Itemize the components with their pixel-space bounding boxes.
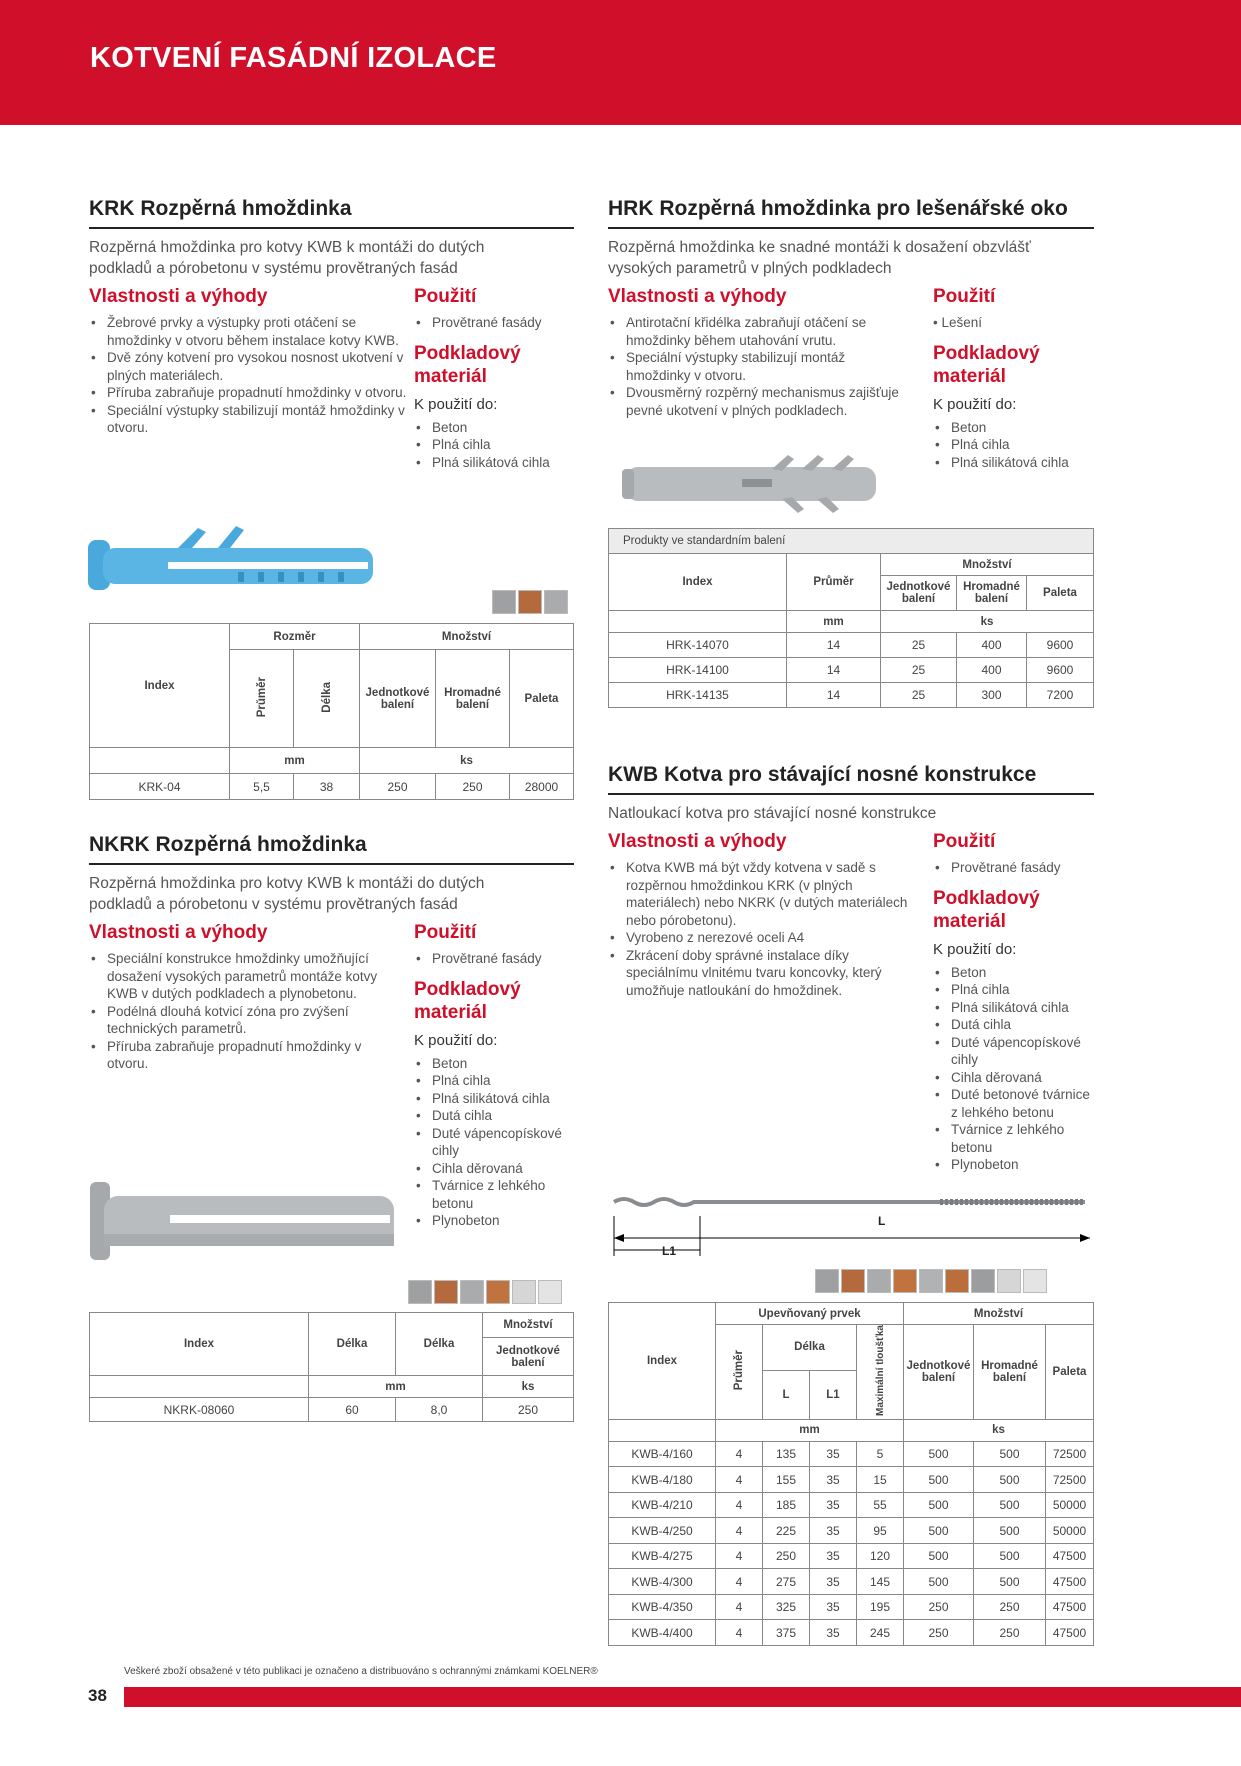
kwb-features-title: Vlastnosti a výhody: [608, 831, 787, 852]
list-item: • Beton: [933, 419, 1093, 437]
list-item: • Plná silikátová cihla: [933, 454, 1093, 472]
nkrk-table: [89, 1312, 574, 1422]
table-cell: 145: [857, 1569, 904, 1595]
list-item: • Dvě zóny kotvení pro vysokou nosnost ukotvení v plných materiálech.: [89, 349, 409, 384]
table-cell: 35: [810, 1569, 857, 1595]
table-cell: KWB-4/275: [609, 1543, 716, 1569]
table-row: [609, 1543, 1094, 1569]
krk-dowel-image: [88, 520, 398, 600]
table-cell: 47500: [1046, 1620, 1094, 1646]
list-item: • Duté vápencopískové cihly: [933, 1034, 1093, 1069]
table-cell: 500: [904, 1492, 974, 1518]
nkrk-materials-list: [414, 1055, 574, 1230]
list-item: • Antirotační křidélka zabraňují otáčení se hmoždinky během utahování vrutu.: [608, 314, 908, 349]
unit-label: ks: [483, 1376, 574, 1398]
table-header: Maximální tloušťka: [874, 1325, 886, 1416]
hrk-features-list: [608, 314, 908, 419]
table-cell: 500: [904, 1543, 974, 1569]
list-item: • Plná silikátová cihla: [414, 454, 574, 472]
kwb-title: KWB Kotva pro stávající nosné konstrukce: [608, 763, 1094, 795]
list-item: • Lešení: [933, 315, 983, 330]
kwb-table-body: [609, 1441, 1094, 1645]
table-cell: 375: [763, 1620, 810, 1646]
brick-swatch-icon: [841, 1269, 865, 1293]
table-cell: 500: [904, 1518, 974, 1544]
list-item: • Dutá cihla: [414, 1107, 574, 1125]
table-row: [609, 1569, 1094, 1595]
table-header: Délka: [309, 1313, 396, 1376]
krk-materials-list: [414, 419, 574, 472]
hrk-use-title: Použití: [933, 286, 996, 307]
table-cell: 4: [716, 1594, 763, 1620]
list-item: • Příruba zabraňuje propadnutí hmoždinky v otvoru.: [89, 1038, 399, 1073]
hrk-table: [608, 528, 1094, 708]
unit-label: ks: [881, 611, 1094, 633]
footer-note: Veškeré zboží obsažené v této publikaci je označeno a distribuováno s ochrannými známkami KOELNER®: [124, 1666, 598, 1677]
brick-swatch-icon: [434, 1280, 458, 1304]
table-header: Paleta: [1027, 576, 1094, 611]
krk-intro: Rozpěrná hmoždinka pro kotvy KWB k montáži do dutých podkladů a pórobetonu v systému provětraných fasád: [89, 239, 485, 277]
nkrk-for-use: K použití do:: [414, 1031, 498, 1049]
hrk-dowel-image: [622, 455, 892, 515]
list-item: • Příruba zabraňuje propadnutí hmoždinky v otvoru.: [89, 384, 409, 402]
page-title: KOTVENÍ FASÁDNÍ IZOLACE: [90, 42, 497, 74]
table-cell: 245: [857, 1620, 904, 1646]
table-cell: 35: [810, 1518, 857, 1544]
table-cell: 275: [763, 1569, 810, 1595]
table-cell: 250: [763, 1543, 810, 1569]
nkrk-section: [89, 833, 574, 1228]
table-cell: KWB-4/350: [609, 1594, 716, 1620]
table-caption: Produkty ve standardním balení: [609, 529, 1094, 554]
dim-L-label: L: [878, 1214, 886, 1228]
nkrk-material-swatches: [408, 1280, 562, 1304]
table-cell: 35: [810, 1441, 857, 1467]
table-header: Množství: [904, 1303, 1094, 1325]
krk-title: KRK Rozpěrná hmoždinka: [89, 197, 574, 229]
nkrk-use-title: Použití: [414, 922, 477, 943]
table-header: Index: [609, 554, 787, 611]
list-item: • Speciální výstupky stabilizují montáž hmoždinky v otvoru.: [608, 349, 908, 384]
hollow-block-swatch-icon: [971, 1269, 995, 1293]
nkrk-features-list: [89, 950, 399, 1073]
table-cell: 250: [974, 1594, 1046, 1620]
unit-label: mm: [230, 748, 360, 774]
hollow-brick-swatch-icon: [486, 1280, 510, 1304]
hrk-material-title: Podkladový materiál: [933, 342, 1040, 387]
table-cell: 500: [974, 1518, 1046, 1544]
list-item: • Tvárnice z lehkého betonu: [933, 1121, 1093, 1156]
table-row: NKRK-08060 60 8,0 250: [90, 1398, 574, 1422]
table-cell: KWB-4/400: [609, 1620, 716, 1646]
list-item: • Provětrané fasády: [414, 950, 574, 968]
table-cell: 155: [763, 1467, 810, 1493]
table-cell: 15: [857, 1467, 904, 1493]
table-cell: 72500: [1046, 1441, 1094, 1467]
table-cell: 120: [857, 1543, 904, 1569]
table-header: Délka: [763, 1325, 857, 1371]
table-header: Délka: [396, 1313, 483, 1376]
table-cell: 35: [810, 1467, 857, 1493]
table-header: Upevňovaný prvek: [716, 1303, 904, 1325]
table-cell: 5: [857, 1441, 904, 1467]
table-cell: 47500: [1046, 1594, 1094, 1620]
footer-bar: [124, 1687, 1241, 1707]
krk-features-title: Vlastnosti a výhody: [89, 286, 268, 307]
table-cell: 500: [904, 1441, 974, 1467]
list-item: • Cihla děrovaná: [933, 1069, 1093, 1087]
krk-features-list: [89, 314, 409, 437]
header-bar: [0, 0, 1241, 125]
kwb-material-title: Podkladový materiál: [933, 887, 1040, 932]
dim-L1-label: L1: [662, 1244, 677, 1258]
table-cell: 50000: [1046, 1518, 1094, 1544]
table-cell: KWB-4/210: [609, 1492, 716, 1518]
kwb-anchor-drawing: [610, 1190, 1094, 1260]
table-header: Množství: [881, 554, 1094, 576]
perforated-brick-swatch-icon: [945, 1269, 969, 1293]
table-header: Průměr: [787, 554, 881, 611]
table-header: Průměr: [255, 676, 268, 718]
table-cell: 225: [763, 1518, 810, 1544]
unit-label: ks: [360, 748, 574, 774]
unit-label: ks: [904, 1419, 1094, 1441]
table-row: [609, 1620, 1094, 1646]
concrete-swatch-icon: [408, 1280, 432, 1304]
list-item: • Beton: [414, 1055, 574, 1073]
list-item: • Provětrané fasády: [933, 859, 1093, 877]
table-cell: 4: [716, 1441, 763, 1467]
hrk-features-title: Vlastnosti a výhody: [608, 286, 787, 307]
table-row: [609, 1594, 1094, 1620]
krk-material-swatches: [492, 590, 568, 614]
kwb-table: [608, 1302, 1094, 1646]
nkrk-intro: Rozpěrná hmoždinka pro kotvy KWB k montáži do dutých podkladů a pórobetonu v systému provětraných fasád: [89, 875, 485, 913]
krk-section: [89, 197, 574, 485]
table-cell: 4: [716, 1569, 763, 1595]
table-header: Průměr: [733, 1350, 745, 1391]
list-item: • Duté vápencopískové cihly: [414, 1125, 574, 1160]
list-item: • Plná silikátová cihla: [414, 1090, 574, 1108]
table-header: Index: [609, 1303, 716, 1420]
table-cell: 95: [857, 1518, 904, 1544]
hrk-for-use: K použití do:: [933, 395, 1017, 413]
table-header: Rozměr: [230, 624, 360, 650]
unit-label: mm: [309, 1376, 483, 1398]
list-item: • Beton: [933, 964, 1093, 982]
table-cell: 72500: [1046, 1467, 1094, 1493]
list-item: • Speciální konstrukce hmoždinky umožňující dosažení vysokých parametrů montáže kotvy KWB v dutých podkladech a plynobetonu.: [89, 950, 399, 1003]
list-item: • Plná cihla: [933, 981, 1093, 999]
hollow-silicate-swatch-icon: [919, 1269, 943, 1293]
table-cell: 35: [810, 1620, 857, 1646]
table-header: Jednotkové balení: [360, 650, 436, 748]
table-cell: 47500: [1046, 1543, 1094, 1569]
brick-swatch-icon: [518, 590, 542, 614]
table-cell: 4: [716, 1543, 763, 1569]
table-cell: 35: [810, 1492, 857, 1518]
table-cell: 500: [904, 1569, 974, 1595]
table-cell: 500: [974, 1441, 1046, 1467]
table-cell: 4: [716, 1620, 763, 1646]
nkrk-features-title: Vlastnosti a výhody: [89, 922, 268, 943]
krk-use-title: Použití: [414, 286, 477, 307]
light-concrete-swatch-icon: [538, 1280, 562, 1304]
unit-label: mm: [787, 611, 881, 633]
hollow-brick-swatch-icon: [893, 1269, 917, 1293]
list-item: • Provětrané fasády: [414, 314, 574, 332]
list-item: • Plná silikátová cihla: [933, 999, 1093, 1017]
table-cell: 500: [974, 1492, 1046, 1518]
table-cell: KWB-4/160: [609, 1441, 716, 1467]
table-cell: KWB-4/250: [609, 1518, 716, 1544]
unit-label: mm: [716, 1419, 904, 1441]
table-cell: 47500: [1046, 1569, 1094, 1595]
table-row: [609, 1518, 1094, 1544]
table-cell: 185: [763, 1492, 810, 1518]
table-cell: 4: [716, 1467, 763, 1493]
list-item: • Kotva KWB má být vždy kotvena v sadě s rozpěrnou hmoždinkou KRK (v plných materiálech) nebo NKRK (v dutých materiálech nebo pórobetonu).: [608, 859, 908, 929]
list-item: • Dvousměrný rozpěrný mechanismus zajišťuje pevné ukotvení v plných podkladech.: [608, 384, 908, 419]
table-header: Jednotkové balení: [904, 1325, 974, 1420]
table-header: Paleta: [1046, 1325, 1094, 1420]
light-concrete-swatch-icon: [997, 1269, 1021, 1293]
table-cell: 250: [904, 1620, 974, 1646]
hrk-materials-list: [933, 419, 1093, 472]
table-row: [609, 1467, 1094, 1493]
list-item: • Beton: [414, 419, 574, 437]
table-cell: 500: [904, 1467, 974, 1493]
table-row: HRK-14135 14 25 300 7200: [609, 683, 1094, 708]
nkrk-material-title: Podkladový materiál: [414, 978, 521, 1023]
list-item: • Cihla děrovaná: [414, 1160, 574, 1178]
krk-table: [89, 623, 574, 800]
table-header: Jednotkové balení: [483, 1338, 574, 1376]
concrete-swatch-icon: [492, 590, 516, 614]
list-item: • Speciální výstupky stabilizují montáž hmoždinky v otvoru.: [89, 402, 409, 437]
silicate-swatch-icon: [544, 590, 568, 614]
table-row: [609, 1492, 1094, 1518]
table-header: Index: [90, 1313, 309, 1376]
table-header: Jednotkové balení: [881, 576, 957, 611]
table-row: KRK-04 5,5 38 250 250 28000: [90, 774, 574, 800]
list-item: • Tvárnice z lehkého betonu: [414, 1177, 574, 1212]
list-item: • Plynobeton: [414, 1212, 574, 1230]
table-header: Množství: [360, 624, 574, 650]
table-cell: 250: [974, 1620, 1046, 1646]
list-item: • Dutá cihla: [933, 1016, 1093, 1034]
table-header: Hromadné balení: [974, 1325, 1046, 1420]
list-item: • Vyrobeno z nerezové oceli A4: [608, 929, 908, 947]
kwb-intro: Natloukací kotva pro stávající nosné konstrukce: [608, 805, 937, 822]
table-header: Index: [90, 624, 230, 748]
table-cell: 195: [857, 1594, 904, 1620]
table-header: L: [763, 1370, 810, 1419]
table-cell: 500: [974, 1467, 1046, 1493]
aerated-swatch-icon: [1023, 1269, 1047, 1293]
list-item: • Plná cihla: [933, 436, 1093, 454]
silicate-swatch-icon: [867, 1269, 891, 1293]
hrk-intro: Rozpěrná hmoždinka ke snadné montáži k dosažení obzvlášť vysokých parametrů v plných podkladech: [608, 239, 1031, 277]
table-row: HRK-14100 14 25 400 9600: [609, 658, 1094, 683]
list-item: • Zkrácení doby správné instalace díky speciálnímu vlnitému tvaru koncovky, který umožňuje natloukání do hmoždinek.: [608, 947, 908, 1000]
kwb-materials-list: [933, 964, 1093, 1174]
table-header: Hromadné balení: [957, 576, 1027, 611]
list-item: • Podélná dlouhá kotvicí zóna pro zvýšení technických parametrů.: [89, 1003, 399, 1038]
table-header: Hromadné balení: [436, 650, 510, 748]
table-cell: 250: [904, 1594, 974, 1620]
table-cell: 35: [810, 1543, 857, 1569]
silicate-swatch-icon: [460, 1280, 484, 1304]
table-header: Množství: [483, 1313, 574, 1338]
krk-material-title: Podkladový materiál: [414, 342, 521, 387]
table-header: L1: [810, 1370, 857, 1419]
list-item: • Plná cihla: [414, 436, 574, 454]
hrk-section: [608, 197, 1094, 485]
nkrk-dowel-image: [90, 1182, 395, 1260]
table-cell: 500: [974, 1569, 1046, 1595]
kwb-for-use: K použití do:: [933, 940, 1017, 958]
table-cell: 325: [763, 1594, 810, 1620]
list-item: • Žebrové prvky a výstupky proti otáčení se hmoždinky v otvoru během instalace kotvy KWB.: [89, 314, 409, 349]
page-number: 38: [88, 1686, 107, 1705]
table-cell: 500: [974, 1543, 1046, 1569]
table-row: [609, 1441, 1094, 1467]
table-cell: 4: [716, 1518, 763, 1544]
krk-for-use: K použití do:: [414, 395, 498, 413]
table-cell: KWB-4/300: [609, 1569, 716, 1595]
table-cell: 55: [857, 1492, 904, 1518]
table-row: HRK-14070 14 25 400 9600: [609, 633, 1094, 658]
kwb-section: [608, 763, 1094, 1172]
table-cell: 50000: [1046, 1492, 1094, 1518]
list-item: • Plná cihla: [414, 1072, 574, 1090]
table-cell: 135: [763, 1441, 810, 1467]
table-cell: 4: [716, 1492, 763, 1518]
kwb-features-list: [608, 859, 908, 999]
aerated-swatch-icon: [512, 1280, 536, 1304]
kwb-use-title: Použití: [933, 831, 996, 852]
kwb-material-swatches: [815, 1269, 1047, 1293]
table-cell: 35: [810, 1594, 857, 1620]
concrete-swatch-icon: [815, 1269, 839, 1293]
hrk-title: HRK Rozpěrná hmoždinka pro lešenářské oko: [608, 197, 1094, 229]
table-header: Délka: [320, 681, 333, 713]
table-cell: KWB-4/180: [609, 1467, 716, 1493]
table-header: Paleta: [510, 650, 574, 748]
list-item: • Plynobeton: [933, 1156, 1093, 1174]
nkrk-title: NKRK Rozpěrná hmoždinka: [89, 833, 574, 865]
list-item: • Duté betonové tvárnice z lehkého betonu: [933, 1086, 1093, 1121]
